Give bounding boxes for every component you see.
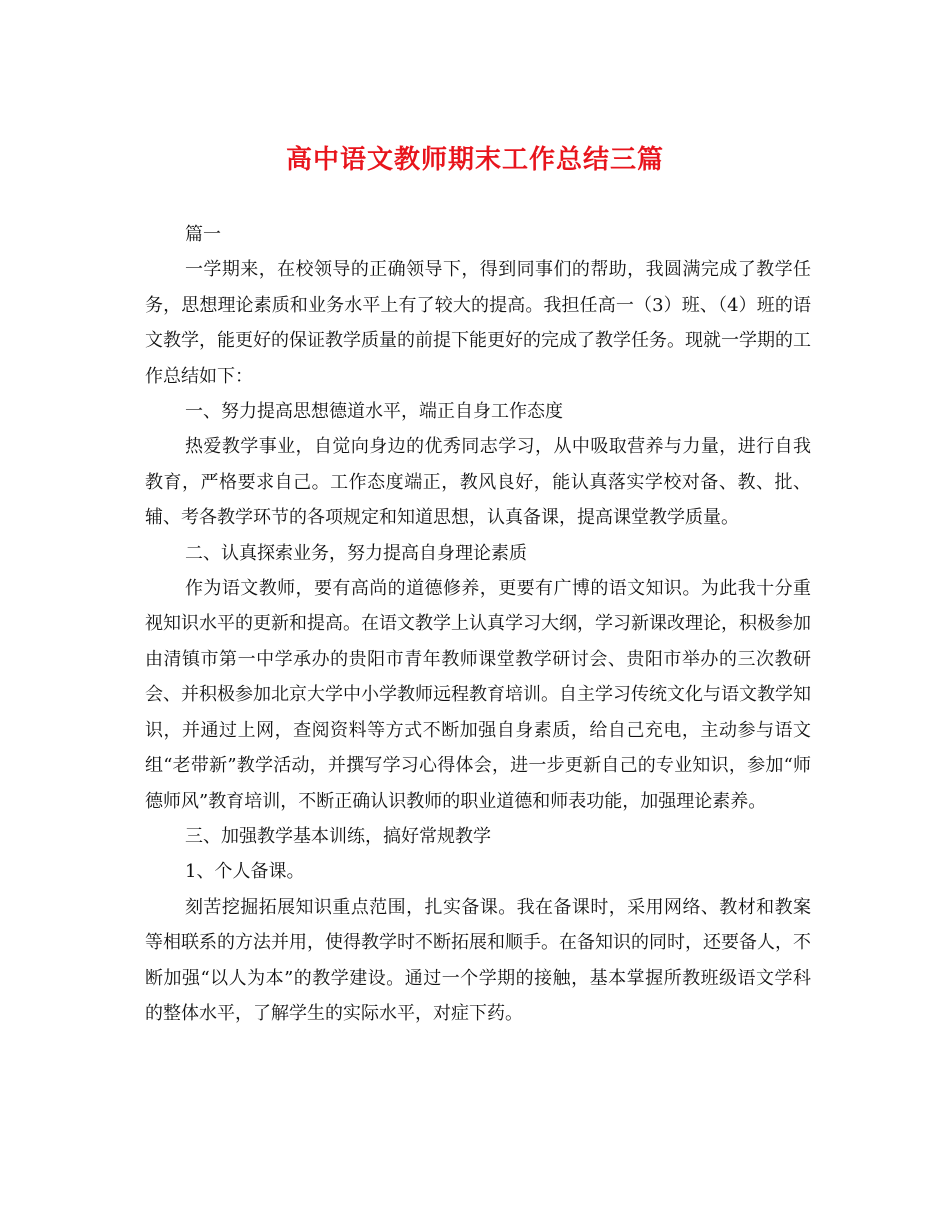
paragraph-lesson-prep: 刻苦挖掘拓展知识重点范围，扎实备课。我在备课时，采用网络、教材和教案等相联系的方法并用，使得教学时不断拓展和顺手。在备知识的同时，还要备人，不断加强“以人为本”的教学建设。通过一个学期的接触，基本掌握所教班级语文学科的整体水平，了解学生的实际水平，对症下药。 [145,896,811,1024]
paragraph-intro: 一学期来，在校领导的正确领导下，得到同事们的帮助，我圆满完成了教学任务，思想理论素质和业务水平上有了较大的提高。我担任高一（3）班、（4）班的语文教学，能更好的保证教学质量的前提下能更好的完成了教学任务。现就一学期的工作总结如下： [145,259,811,387]
document-title: 高中语文教师期末工作总结三篇 [285,145,664,175]
subheading-personal-lesson-prep: 1、个人备课。 [185,861,305,883]
paragraph-section-2: 作为语文教师，要有高尚的道德修养，更要有广博的语文知识。为此我十分重视知识水平的更新和提高。在语文教学上认真学习大纲，学习新课改理论，积极参加由清镇市第一中学承办的贵阳市青年教师课堂教学研讨会、贵阳市举办的三次教研会、并积极参加北京大学中小学教师远程教育培训。自主学习传统文化与语文教学知识，并通过上网，查阅资料等方式不断加强自身素质，给自己充电，主动参与语文组“老带新”教学活动，并撰写学习心得体会，进一步更新自己的专业知识，参加“师德师风”教育培训，不断正确认识教师的职业道德和师表功能，加强理论素养。 [145,578,811,812]
heading-section-2: 二、认真探索业务，努力提高自身理论素质 [185,542,527,564]
heading-section-3: 三、加强教学基本训练，搞好常规教学 [185,825,491,847]
heading-section-1: 一、努力提高思想德道水平，端正自身工作态度 [185,401,563,423]
document-body [145,217,811,1031]
section-label-part-one: 篇一 [185,224,221,245]
paragraph-section-1: 热爱教学事业，自觉向身边的优秀同志学习，从中吸取营养与力量，进行自我教育，严格要求自己。工作态度端正，教风良好，能认真落实学校对备、教、批、辅、考各教学环节的各项规定和知道思想，认真备课，提高课堂教学质量。 [145,436,811,529]
